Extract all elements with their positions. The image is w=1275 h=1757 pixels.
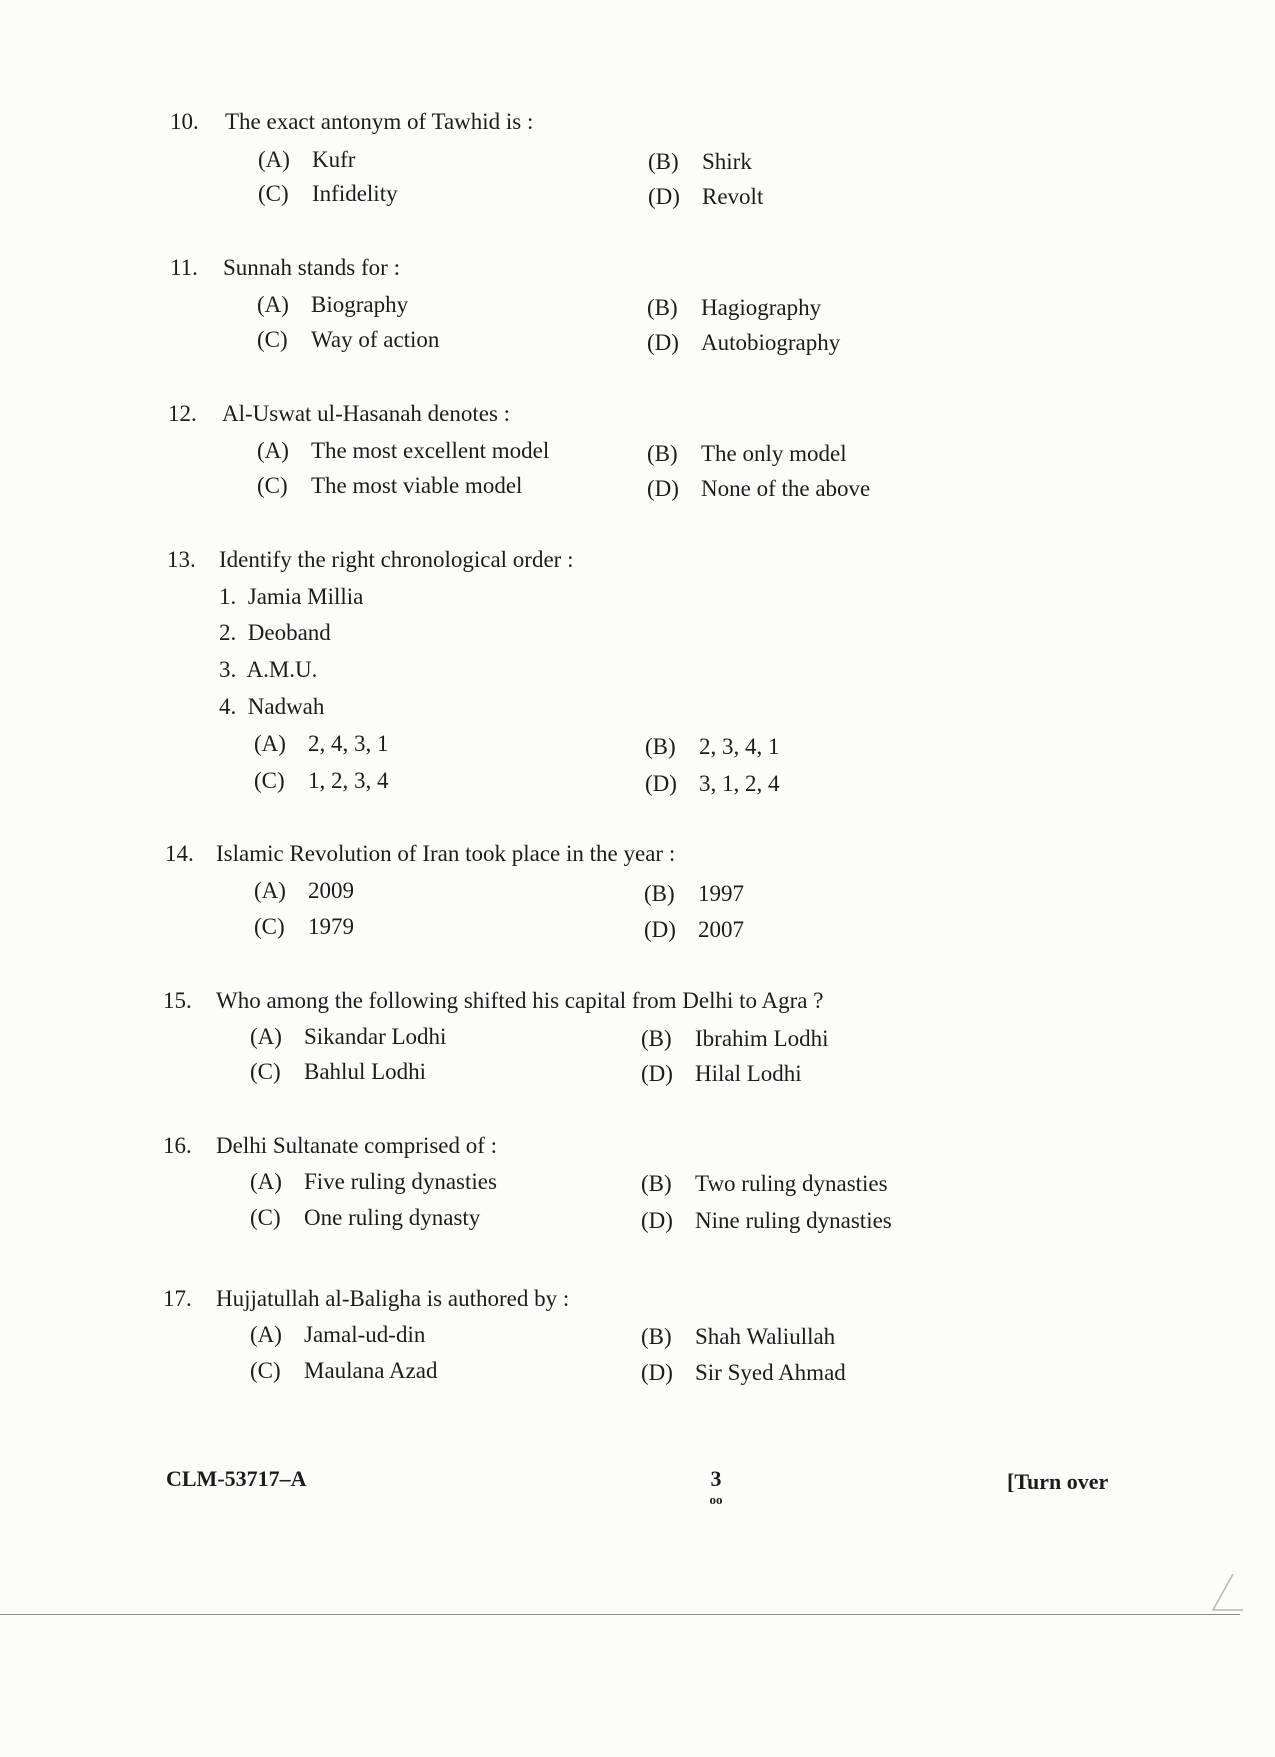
- option-d[interactable]: (D) Autobiography: [647, 330, 841, 355]
- option-d[interactable]: (D) None of the above: [647, 476, 871, 501]
- option-c[interactable]: (C) 1979: [254, 914, 354, 939]
- option-d[interactable]: (D) Hilal Lodhi: [641, 1061, 802, 1086]
- option-a[interactable]: (A) 2, 4, 3, 1: [254, 731, 389, 756]
- list-item: 4. Nadwah: [219, 694, 325, 719]
- option-d[interactable]: (D) 3, 1, 2, 4: [645, 771, 780, 796]
- question-text: The exact antonym of Tawhid is :: [225, 109, 534, 134]
- option-c[interactable]: (C) Bahlul Lodhi: [250, 1059, 427, 1084]
- option-a[interactable]: (A) Sikandar Lodhi: [250, 1024, 447, 1049]
- option-c[interactable]: (C) One ruling dynasty: [250, 1205, 481, 1230]
- option-b[interactable]: (B) The only model: [647, 441, 847, 466]
- list-item: 3. A.M.U.: [219, 657, 318, 682]
- question-number: 17.: [163, 1286, 192, 1311]
- list-item: 1. Jamia Millia: [219, 584, 364, 609]
- option-b[interactable]: (B) Ibrahim Lodhi: [641, 1026, 829, 1051]
- option-c[interactable]: (C) Infidelity: [258, 181, 398, 206]
- question-number: 13.: [167, 547, 196, 572]
- option-c[interactable]: (C) Maulana Azad: [250, 1358, 438, 1383]
- option-a[interactable]: (A) Biography: [257, 292, 409, 317]
- page-sub-mark: oo: [709, 1492, 723, 1507]
- question-text: Delhi Sultanate comprised of :: [216, 1133, 498, 1158]
- list-item: 2. Deoband: [219, 620, 331, 645]
- option-b[interactable]: (B) Shah Waliullah: [641, 1324, 836, 1349]
- paper-code: CLM-53717–A: [166, 1466, 307, 1491]
- option-a[interactable]: (A) Jamal-ud-din: [250, 1322, 426, 1347]
- question-number: 14.: [165, 841, 194, 866]
- option-d[interactable]: (D) Nine ruling dynasties: [641, 1208, 892, 1233]
- question-number: 16.: [163, 1133, 192, 1158]
- turn-over-note: [Turn over: [1007, 1469, 1109, 1494]
- option-c[interactable]: (C) 1, 2, 3, 4: [254, 768, 389, 793]
- question-text: Hujjatullah al-Baligha is authored by :: [216, 1286, 570, 1311]
- question-text: Al-Uswat ul-Hasanah denotes :: [222, 401, 511, 426]
- option-b[interactable]: (B) Two ruling dynasties: [641, 1171, 888, 1196]
- option-a[interactable]: (A) Five ruling dynasties: [250, 1169, 497, 1194]
- option-a[interactable]: (A) The most excellent model: [257, 438, 550, 463]
- option-b[interactable]: (B) 2, 3, 4, 1: [645, 734, 780, 759]
- option-a[interactable]: (A) 2009: [254, 878, 354, 903]
- option-c[interactable]: (C) The most viable model: [257, 473, 523, 498]
- corner-mark: [1195, 1570, 1245, 1620]
- bottom-rule: [0, 1614, 1240, 1615]
- option-b[interactable]: (B) 1997: [644, 881, 744, 906]
- question-text: Who among the following shifted his capital from Delhi to Agra ?: [216, 988, 824, 1013]
- question-text: Identify the right chronological order :: [219, 547, 574, 572]
- option-d[interactable]: (D) Revolt: [648, 184, 764, 209]
- option-a[interactable]: (A) Kufr: [258, 147, 356, 172]
- option-b[interactable]: (B) Shirk: [648, 149, 752, 174]
- option-b[interactable]: (B) Hagiography: [647, 295, 822, 320]
- option-d[interactable]: (D) 2007: [644, 917, 744, 942]
- question-number: 11.: [170, 255, 198, 280]
- option-c[interactable]: (C) Way of action: [257, 327, 440, 352]
- question-number: 12.: [168, 401, 197, 426]
- question-text: Islamic Revolution of Iran took place in the year :: [216, 841, 676, 866]
- page-number: 3: [710, 1466, 722, 1491]
- option-d[interactable]: (D) Sir Syed Ahmad: [641, 1360, 846, 1385]
- question-text: Sunnah stands for :: [223, 255, 400, 280]
- question-number: 15.: [163, 988, 192, 1013]
- question-number: 10.: [170, 109, 199, 134]
